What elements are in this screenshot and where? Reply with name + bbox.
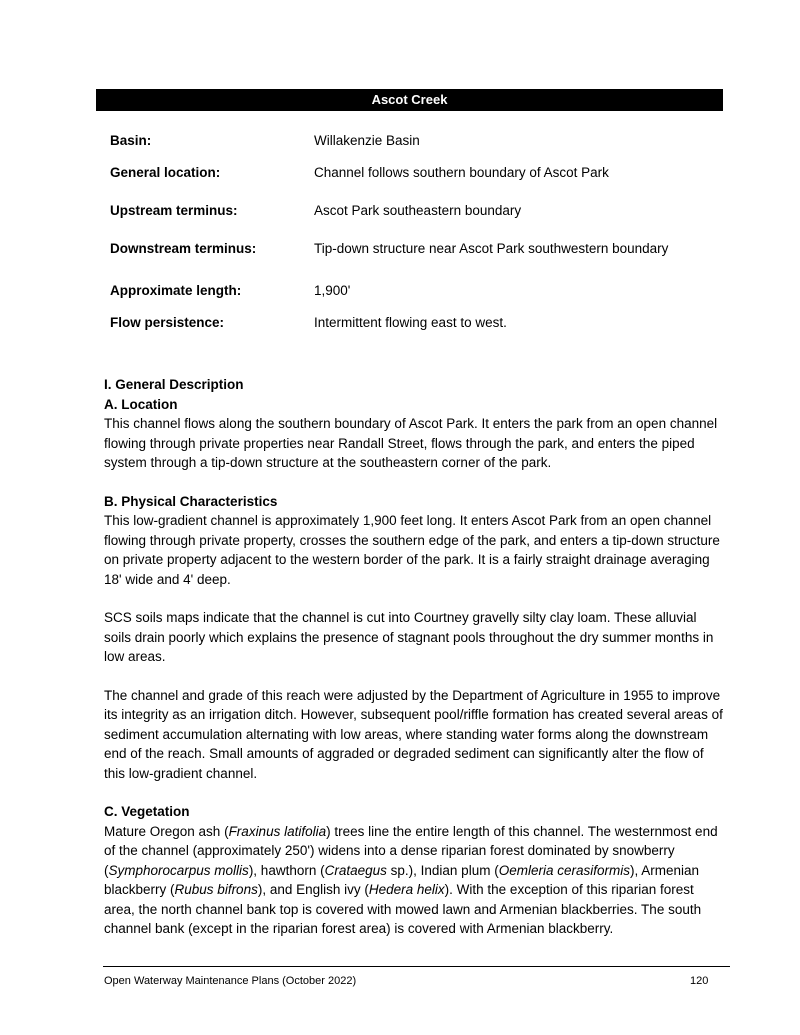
info-label-general-location: General location: [110, 165, 221, 180]
info-label-flow-persistence: Flow persistence: [110, 315, 225, 330]
subheading-vegetation: C. Vegetation [104, 804, 190, 819]
section-heading-general-description: I. General Description [104, 377, 244, 392]
info-label-approximate-length: Approximate length: [110, 283, 242, 298]
subheading-location: A. Location [104, 396, 178, 412]
location-paragraph: This channel flows along the southern boundary of Ascot Park. It enters the park from an open channel flowing through private properties near Randall Street, flows through the park, and enters the piped system through a tip-down structure at the southeastern corner of the park. [104, 416, 718, 470]
species-name: Crataegus [324, 862, 387, 878]
footer-document-title: Open Waterway Maintenance Plans (October 2022) [104, 975, 357, 987]
physical-paragraph-1: This low-gradient channel is approximately 1,900 feet long. It enters Ascot Park from an open channel flowing through private property, crosses the southern edge of the park, and enters a tip-down structure on private property adjacent to the western border of the park. It is a fairly straight drainage averaging 18' wide and 4' deep. [104, 513, 720, 587]
general-description-section [104, 375, 724, 939]
info-value-flow-persistence: Intermittent flowing east to west. [314, 315, 507, 330]
info-value-upstream-terminus: Ascot Park southeastern boundary [314, 203, 522, 218]
info-value-approximate-length: 1,900' [314, 283, 351, 298]
physical-paragraph-3: The channel and grade of this reach were adjusted by the Department of Agriculture in 1955 to improve its integrity as an irrigation ditch. However, subsequent pool/riffle formation has created several areas of sediment accumulation alternating with low areas, where standing water forms along the downstream end of the reach. Small amounts of aggraded or degraded sediment can significantly alter the flow of this low-gradient channel. [104, 687, 723, 781]
info-value-downstream-terminus: Tip-down structure near Ascot Park southwestern boundary [314, 241, 669, 256]
species-name: Oemleria cerasiformis [498, 862, 630, 878]
species-name: Symphorocarpus mollis [108, 862, 249, 878]
species-name: Rubus bifrons [174, 882, 258, 897]
info-label-downstream-terminus: Downstream terminus: [110, 241, 257, 256]
footer-page-number: 120 [690, 975, 709, 987]
vegetation-paragraph: Mature Oregon ash (Fraxinus latifolia) trees line the entire length of this channel. The westernmost end of the channel (approximately 250') widens into a dense riparian forest dominated by snowberry (Symphorocarpus mollis), hawthorn (Crataegus sp.), Indian plum (Oemleria cerasiformis), Armenian blackberry (Rubus bifrons), and English ivy (Hedera helix). With the exception of this riparian forest area, the north channel bank top is covered with mowed lawn and Armenian blackberries. The south channel bank (except in the riparian forest area) is covered with Armenian blackberry. [104, 823, 718, 936]
species-name: Hedera helix [368, 882, 445, 897]
physical-paragraph-2: SCS soils maps indicate that the channel is cut into Courtney gravelly silty clay loam. These alluvial soils drain poorly which explains the presence of stagnant pools throughout the dry summer months in low areas. [104, 610, 714, 664]
footer-divider [103, 966, 730, 967]
info-label-basin: Basin: [110, 133, 152, 148]
page-title: Ascot Creek [371, 92, 448, 107]
section-title-bar [96, 89, 723, 111]
info-value-basin: Willakenzie Basin [314, 133, 420, 148]
species-name: Fraxinus latifolia [228, 823, 327, 839]
info-label-upstream-terminus: Upstream terminus: [110, 203, 238, 218]
subheading-physical-characteristics: B. Physical Characteristics [104, 493, 278, 509]
info-value-general-location: Channel follows southern boundary of Ascot Park [314, 165, 609, 180]
